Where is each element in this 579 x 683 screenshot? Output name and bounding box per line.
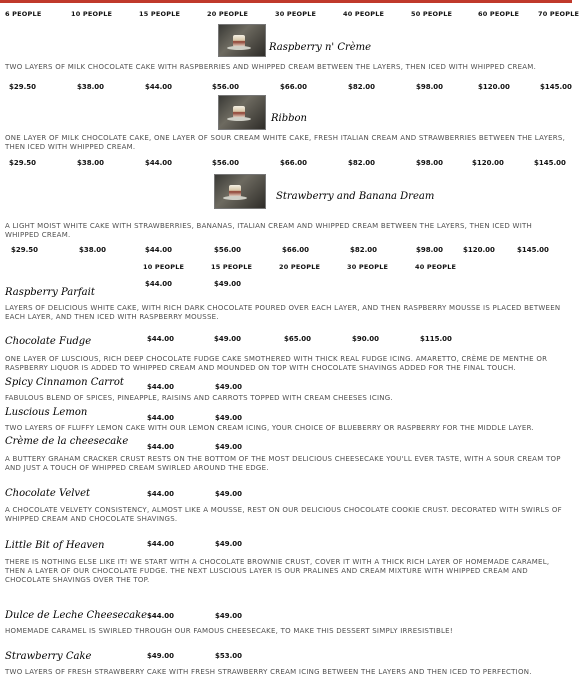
cake-photo	[218, 95, 266, 130]
cake-title: Strawberry and Banana Dream	[276, 191, 435, 202]
price: $49.00	[215, 383, 243, 391]
price: $44.00	[145, 159, 173, 167]
price: $44.00	[147, 612, 175, 620]
specialty-title: Crème de la cheesecake	[5, 436, 129, 447]
price: $44.00	[147, 383, 175, 391]
cake-photo	[214, 174, 266, 209]
price: $53.00	[215, 652, 243, 660]
specialty-description: THERE IS NOTHING ELSE LIKE IT! WE START WITH A CHOCOLATE BROWNIE CRUST, COVER IT WITH A THICK RICH LAYER OF HOMEMADE CARAMEL, THEN A LAYER OF OUR CHOCOLATE FUDGE. THE NEXT LUSCIOUS LAYER IS OUR PRALINES AND CREAM MIXTURE WITH WHIPPED CREAM AND CHOCOLATE SHAVINGS OVER THE TOP.	[5, 558, 550, 584]
price: $49.00	[215, 490, 243, 498]
size-header: 50 PEOPLE	[411, 10, 453, 18]
price: $145.00	[517, 246, 549, 254]
price: $29.50	[11, 246, 39, 254]
price: $66.00	[280, 83, 308, 91]
price: $49.00	[215, 540, 243, 548]
size-header: 15 PEOPLE	[139, 10, 181, 18]
price: $56.00	[214, 246, 242, 254]
price: $29.50	[9, 83, 37, 91]
cake-description: ONE LAYER OF MILK CHOCOLATE CAKE, ONE LAYER OF SOUR CREAM WHITE CAKE, FRESH ITALIAN CREAM AND STRAWBERRIES BETWEEN THE LAYERS, THEN ICED WITH WHIPPED CREAM.	[5, 134, 566, 151]
price: $49.00	[215, 443, 243, 451]
price: $49.00	[214, 335, 242, 343]
specialty-title: Spicy Cinnamon Carrot	[5, 377, 124, 388]
price: $56.00	[212, 159, 240, 167]
size-header: 20 PEOPLE	[207, 10, 249, 18]
price: $98.00	[416, 83, 444, 91]
specialty-title: Chocolate Velvet	[5, 488, 91, 499]
price: $66.00	[280, 159, 308, 167]
specialty-description: FABULOUS BLEND OF SPICES, PINEAPPLE, RAISINS AND CARROTS TOPPED WITH CREAM CHEESES ICING.	[5, 394, 393, 402]
size-header: 30 PEOPLE	[275, 10, 317, 18]
cake-description: A LIGHT MOIST WHITE CAKE WITH STRAWBERRIES, BANANAS, ITALIAN CREAM AND WHIPPED CREAM BETWEEN THE LAYERS, THEN ICED WITH WHIPPED CREAM.	[5, 222, 533, 239]
cake-photo	[218, 24, 266, 57]
price: $44.00	[147, 414, 175, 422]
specialty-description: HOMEMADE CARAMEL IS SWIRLED THROUGH OUR FAMOUS CHEESECAKE, TO MAKE THIS DESSERT SIMPLY IRRESISTIBLE!	[5, 627, 453, 635]
price: $82.00	[350, 246, 378, 254]
price: $49.00	[214, 280, 242, 288]
price: $49.00	[147, 652, 175, 660]
price: $145.00	[540, 83, 572, 91]
price: $98.00	[416, 246, 444, 254]
price: $38.00	[77, 159, 105, 167]
size-header: 20 PEOPLE	[279, 263, 321, 271]
size-header: 6 PEOPLE	[5, 10, 42, 18]
specialty-title: Chocolate Fudge	[5, 336, 92, 347]
price: $44.00	[145, 246, 173, 254]
specialty-title: Raspberry Parfait	[5, 287, 95, 298]
price: $49.00	[215, 612, 243, 620]
price: $120.00	[478, 83, 510, 91]
specialty-title: Strawberry Cake	[5, 651, 92, 662]
size-header: 10 PEOPLE	[71, 10, 113, 18]
size-header: 60 PEOPLE	[478, 10, 520, 18]
price: $44.00	[147, 490, 175, 498]
specialty-description: TWO LAYERS OF FLUFFY LEMON CAKE WITH OUR LEMON CREAM ICING, YOUR CHOICE OF BLUEBERRY OR RASPBERRY FOR THE MIDDLE LAYER.	[5, 424, 534, 432]
price: $90.00	[352, 335, 380, 343]
specialty-description: A CHOCOLATE VELVETY CONSISTENCY, ALMOST LIKE A MOUSSE, REST ON OUR DELICIOUS CHOCOLATE COOKIE CRUST. DECORATED WITH SWIRLS OF WHIPPED CREAM AND CHOCOLATE SHAVINGS.	[5, 506, 562, 523]
specialty-description: ONE LAYER OF LUSCIOUS, RICH DEEP CHOCOLATE FUDGE CAKE SMOTHERED WITH THICK REAL FUDGE ICING. AMARETTO, CRÈME DE MENTHE OR RASPBERRY LIQUOR IS ADDED TO WHIPPED CREAM AND MOUNDED ON TOP WITH CHOCOLATE SHAVINGS ADDED FOR THE FINAL TOUCH.	[5, 355, 548, 372]
specialty-description: A BUTTERY GRAHAM CRACKER CRUST RESTS ON THE BOTTOM OF THE MOST DELICIOUS CHEESECAKE YOU'LL EVER TASTE, WITH A SOUR CREAM TOP AND JUST A TOUCH OF WHIPPED CREAM SWIRLED AROUND THE EDGE.	[5, 455, 561, 472]
price: $49.00	[215, 414, 243, 422]
price: $56.00	[212, 83, 240, 91]
specialty-title: Luscious Lemon	[5, 407, 88, 418]
price: $120.00	[472, 159, 504, 167]
price: $145.00	[534, 159, 566, 167]
size-header: 15 PEOPLE	[211, 263, 253, 271]
specialty-description: TWO LAYERS OF FRESH STRAWBERRY CAKE WITH FRESH STRAWBERRY CREAM ICING BETWEEN THE LAYERS AND THEN ICED TO PERFECTION.	[5, 668, 532, 676]
size-header: 40 PEOPLE	[415, 263, 457, 271]
price: $44.00	[145, 280, 173, 288]
price: $44.00	[147, 443, 175, 451]
specialty-title: Little Bit of Heaven	[5, 540, 105, 551]
price: $82.00	[348, 159, 376, 167]
size-header: 30 PEOPLE	[347, 263, 389, 271]
size-header: 70 PEOPLE	[538, 10, 579, 18]
cake-title: Raspberry n' Crème	[269, 42, 372, 53]
price: $44.00	[145, 83, 173, 91]
price: $82.00	[348, 83, 376, 91]
price: $65.00	[284, 335, 312, 343]
size-header: 40 PEOPLE	[343, 10, 385, 18]
price: $44.00	[147, 540, 175, 548]
price: $98.00	[416, 159, 444, 167]
price: $115.00	[420, 335, 452, 343]
specialty-title: Dulce de Leche Cheesecake	[5, 610, 148, 621]
cake-title: Ribbon	[271, 113, 307, 124]
price: $38.00	[79, 246, 107, 254]
price: $29.50	[9, 159, 37, 167]
top-border	[0, 0, 572, 3]
price: $66.00	[282, 246, 310, 254]
price: $44.00	[147, 335, 175, 343]
size-header: 10 PEOPLE	[143, 263, 185, 271]
specialty-description: LAYERS OF DELICIOUS WHITE CAKE, WITH RICH DARK CHOCOLATE POURED OVER EACH LAYER, AND THEN RASPBERRY MOUSSE IS PLACED BETWEEN EACH LAYER, AND THEN ICED WITH RASPBERRY MOUSSE.	[5, 304, 561, 321]
price: $38.00	[77, 83, 105, 91]
price: $120.00	[463, 246, 495, 254]
cake-description: TWO LAYERS OF MILK CHOCOLATE CAKE WITH RASPBERRIES AND WHIPPED CREAM BETWEEN THE LAYERS, THEN ICED WITH WHIPPED CREAM.	[5, 63, 537, 71]
